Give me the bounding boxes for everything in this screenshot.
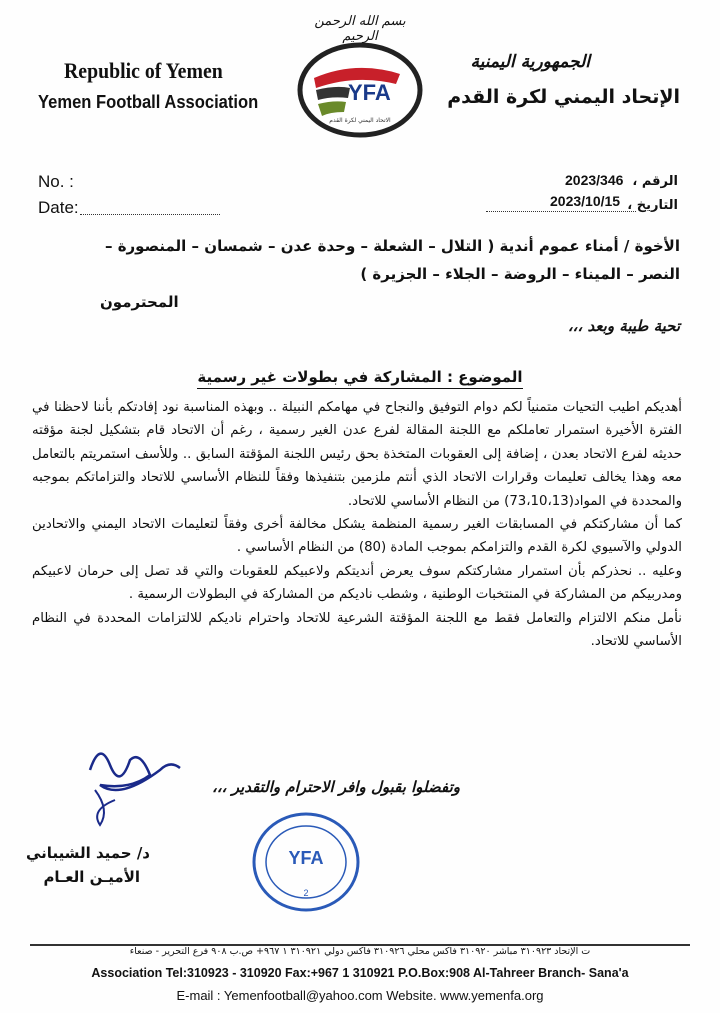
addressee-honorific: المحترمون: [100, 293, 179, 311]
subject-text: الموضوع : المشاركة في بطولات غير رسمية: [197, 368, 522, 389]
reference-number: 2023/346: [565, 172, 624, 188]
greeting: تحية طيبة وبعد ،،،: [567, 317, 680, 335]
footer-arabic-contact: ت الإتحاد ٣١٠٩٢٣ مباشر ٣١٠٩٢٠ فاكس محلي ٣١٠٩٢٦ فاكس دولي ٣١٠٩٢١ ١ ٩٦٧+ ص.ب ٩٠٨ فرع التحرير - صنعاء: [129, 946, 591, 957]
arabic-country-name: الجمهورية اليمنية: [470, 52, 590, 72]
english-country-name: Republic of Yemen: [64, 58, 223, 83]
addressee-line-1: الأخوة / أمناء عموم أندية ( التلال – الشعلة – وحدة عدن – شمسان – المنصورة –: [104, 237, 680, 255]
addressee-line-2: النصر – الميناء – الروضة – الجلاء – الجزيرة ): [360, 265, 680, 283]
letter-body: [32, 396, 682, 653]
body-paragraph: وعليه .. نحذركم بأن استمرار مشاركتكم سوف يعرض أنديتكم ولاعبيكم للعقوبات والتي قد تصل إلى حرمان لاعبيكم ومدربيكم من المشاركة في المنتخبات الوطنية ، وشطب ناديكم من المشاركة في البطولات الرسمية .: [32, 563, 682, 603]
signatory-name: د/ حميد الشيباني: [26, 844, 150, 862]
footer-english-contact: Association Tel:310923 - 310920 Fax:+967 1 310921 P.O.Box:908 Al-Tahreer Branch- Sana'a: [91, 966, 629, 980]
ar-date-label: التاريخ ،: [627, 198, 678, 213]
ar-number-label: الرقم ،: [632, 174, 678, 189]
subject-line: [0, 368, 720, 386]
stamp-text: YFA: [288, 848, 324, 868]
date-label: Date:: [38, 198, 79, 217]
yfa-logo-text: YFA: [348, 80, 391, 105]
body-paragraph: أهديكم اطيب التحيات متمنياً لكم دوام التوفيق والنجاح في مهامكم النبيلة .. وبهذه المناسبة نود إفادتكم بأننا لاحظنا في الفترة الأخيرة استمرار تعاملكم مع اللجنة المقالة لفرع عدن الغير رسمية ، رغم أن الاتحاد قام بتشكيل لجنة مؤقته حديثه لفرع الاتحاد بعدن ، إضافة إلى العقوبات المتخذة بحق رئيس اللجنة المؤقتة السابق .. وللأسف استمريتم بالتعامل معه وهذا يخالف تعليمات وقرارات الاتحاد الذي أنتم ملزمين بتنفيذها وفقاً للنظام الأساسي للاتحاد والتزاماتكم بموجبه والمحددة في المواد(73،10،13) من النظام الأساسي للاتحاد.: [32, 400, 682, 509]
official-stamp: [250, 810, 362, 914]
basmala: بسم الله الرحمن الرحيم: [314, 14, 406, 44]
arabic-association-name: الإتحاد اليمني لكرة القدم: [447, 86, 680, 108]
stamp-number: 2: [303, 888, 309, 898]
number-label: No. :: [38, 172, 74, 191]
date-dotted-line: [80, 213, 220, 215]
footer-email-website: E-mail : Yemenfootball@yahoo.com Website. www.yemenfa.org: [176, 988, 544, 1003]
yfa-logo: [296, 40, 424, 140]
body-paragraph: نأمل منكم الالتزام والتعامل فقط مع اللجنة المؤقتة الشرعية للاتحاد واحترام ناديكم للالتزامات المحددة في النظام الأساسي للاتحاد.: [32, 610, 682, 650]
handwritten-signature: [70, 730, 200, 840]
ar-date-dotted-line: [486, 210, 636, 212]
yfa-logo-caption: الاتحاد اليمني لكرة القدم: [329, 117, 391, 124]
signatory-title: الأميـن العـام: [43, 868, 140, 886]
body-paragraph: كما أن مشاركتكم في المسابقات الغير رسمية المنظمة يشكل مخالفة أخرى وفقاً لتعليمات الاتحاد اليمني والاتحادين الدولي والآسيوي لكرة القدم والتزامكم بموجب المادة (80) من النظام الأساسي .: [32, 517, 682, 556]
closing-line: وتفضلوا بقبول وافر الاحترام والتقدير ،،،: [212, 778, 460, 796]
english-association-name: Yemen Football Association: [38, 92, 259, 112]
reference-date: 2023/10/15: [550, 193, 621, 209]
